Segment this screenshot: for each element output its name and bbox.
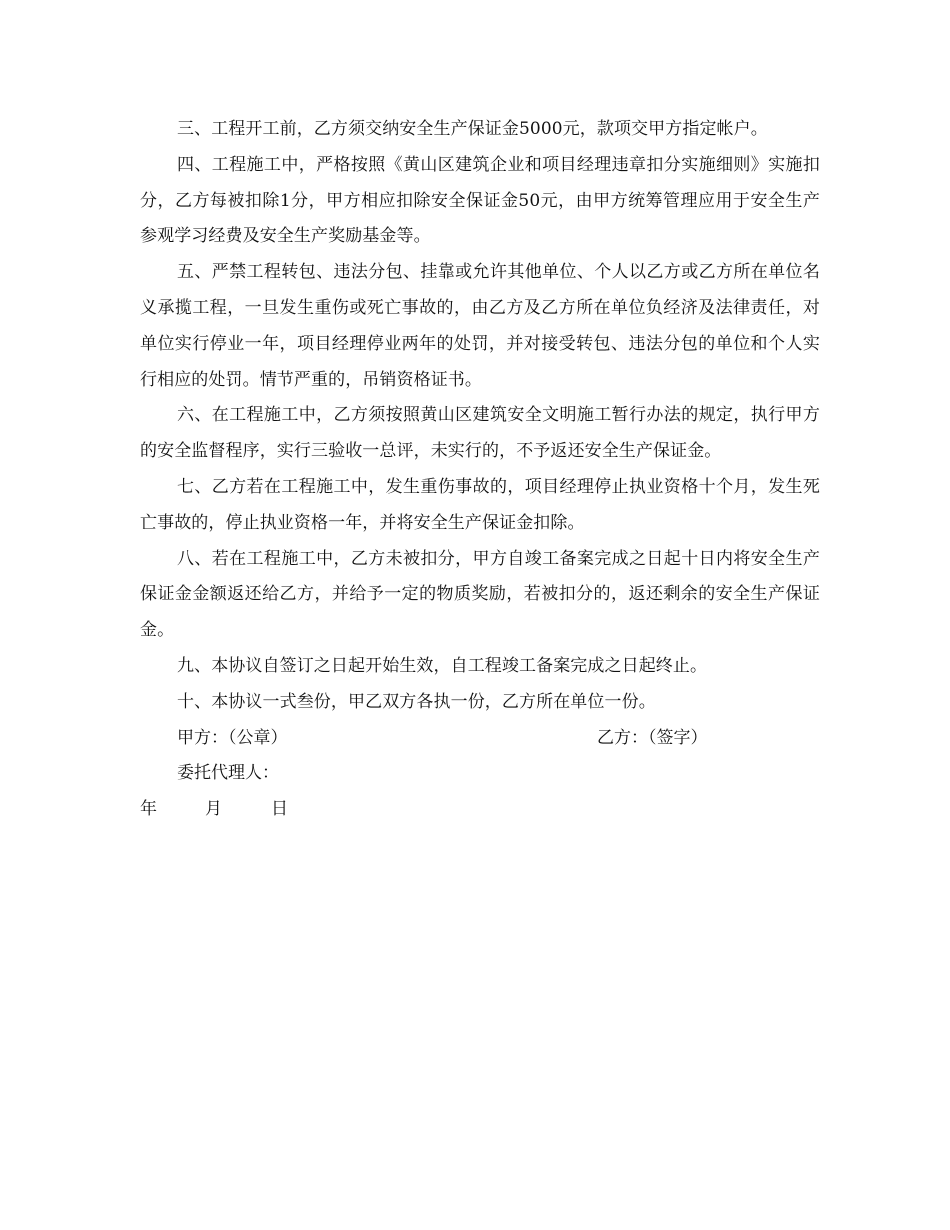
clause-8: 八、若在工程施工中，乙方未被扣分，甲方自竣工备案完成之日起十日内将安全生产保证金金额返还给乙方，并给予一定的物质奖励，若被扣分的，返还剩余的安全生产保证金。 [140,548,820,641]
clause-5: 五、严禁工程转包、违法分包、挂靠或允许其他单位、个人以乙方或乙方所在单位名义承揽工程，一旦发生重伤或死亡事故的，由乙方及乙方所在单位负经济及法律责任，对单位实行停业一年，项目经理停业两年的处罚，并对接受转包、违法分包的单位和个人实行相应的处罚。情节严重的，吊销资格证书。 [140,262,820,390]
clause-6: 六、在工程施工中，乙方须按照黄山区建筑安全文明施工暂行办法的规定，执行甲方的安全监督程序，实行三验收一总评，未实行的，不予返还安全生产保证金。 [140,405,820,462]
authorized-agent-label: 委托代理人： [177,763,279,784]
signature-row [140,721,820,757]
clause-9: 九、本协议自签订之日起开始生效，自工程竣工备案完成之日起终止。 [177,655,708,676]
date-row [140,792,820,828]
date-month-label: 月 [205,799,222,820]
clause-7: 七、乙方若在工程施工中，发生重伤事故的，项目经理停止执业资格十个月，发生死亡事故的，停止执业资格一年，并将安全生产保证金扣除。 [140,476,820,533]
clause-10: 十、本协议一式叁份，甲乙双方各执一份，乙方所在单位一份。 [177,691,656,712]
clause-4: 四、工程施工中，严格按照《黄山区建筑企业和项目经理违章扣分实施细则》实施扣分，乙方每被扣除1分，甲方相应扣除安全保证金50元，由甲方统筹管理应用于安全生产参观学习经费及安全生产奖励基金等。 [140,154,820,247]
date-day-label: 日 [271,799,288,820]
date-year-label: 年 [140,799,157,820]
clause-3: 三、工程开工前，乙方须交纳安全生产保证金5000元，款项交甲方指定帐户。 [177,119,768,139]
party-b-signature-label: 乙方：（签字） [597,727,708,748]
document-body [140,112,820,828]
party-a-seal-label: 甲方：（公章） [177,727,288,748]
